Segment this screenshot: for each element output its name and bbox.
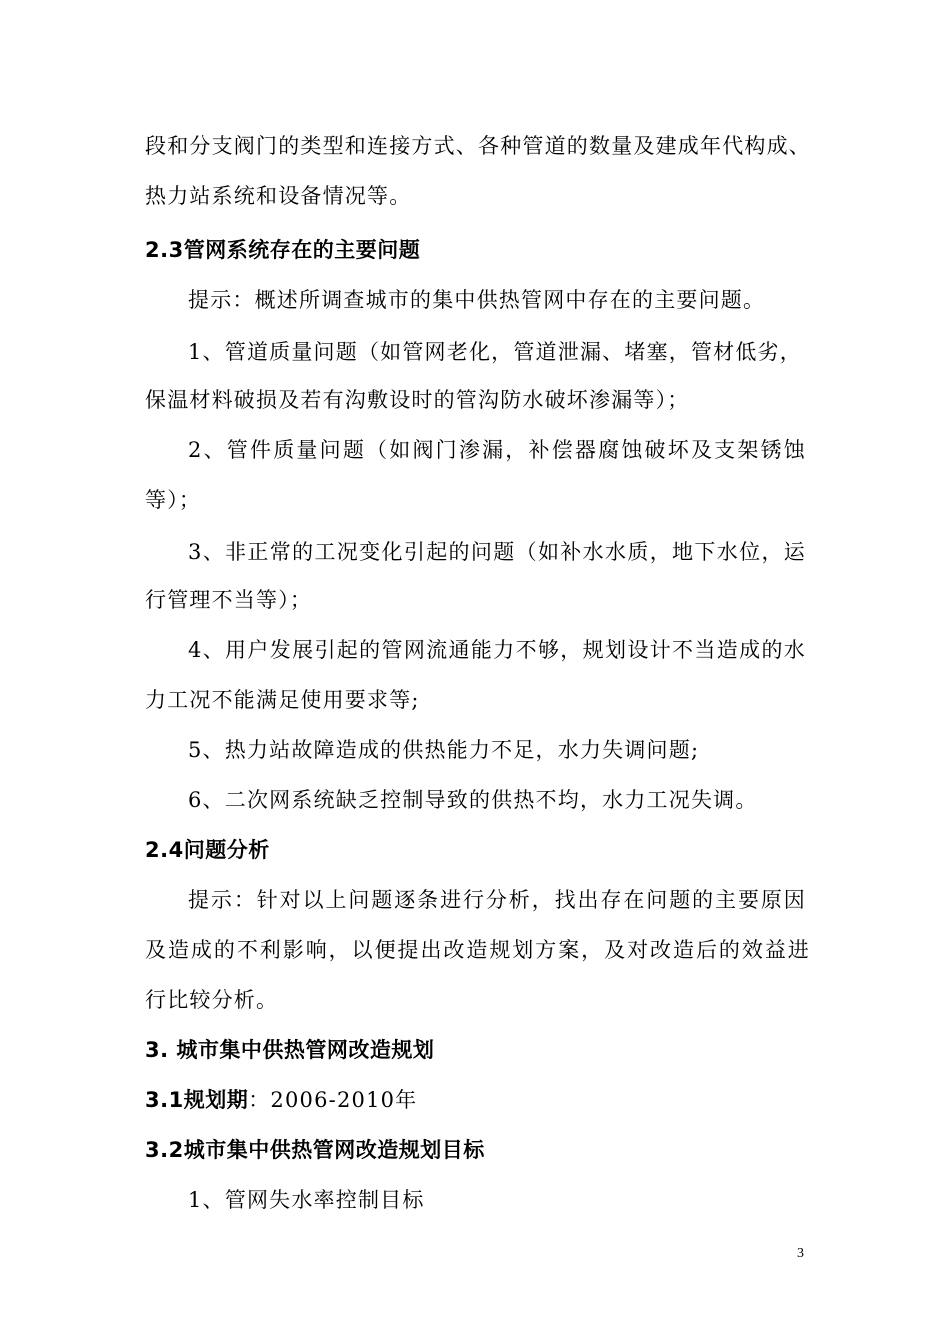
list-item-3-line-2: 行管理不当等）；	[145, 588, 313, 612]
section-heading-2-3: 2.3管网系统存在的主要问题	[145, 238, 421, 262]
list-item-2-line-1: 2、管件质量问题（如阀门渗漏，补偿器腐蚀破坏及支架锈蚀	[188, 438, 806, 462]
list-item-5: 5、热力站故障造成的供热能力不足，水力失调问题;	[188, 738, 700, 762]
hint-paragraph-line-1: 提示：针对以上问题逐条进行分析，找出存在问题的主要原因	[188, 888, 806, 912]
hint-paragraph-line-2: 及造成的不利影响，以便提出改造规划方案，及对改造后的效益进	[145, 938, 810, 962]
planning-period-value: ：2006-2010年	[248, 1088, 418, 1112]
section-heading-2-4: 2.4问题分析	[145, 838, 270, 862]
section-heading-3: 3. 城市集中供热管网改造规划	[145, 1038, 435, 1062]
planning-period	[145, 1086, 810, 1114]
page-number: 3	[797, 1246, 804, 1261]
target-item-1: 1、管网失水率控制目标	[188, 1188, 425, 1212]
list-item-3-line-1: 3、非正常的工况变化引起的问题（如补水水质，地下水位，运	[188, 540, 806, 564]
hint-paragraph-line-3: 行比较分析。	[145, 988, 279, 1012]
list-item-4-line-1: 4、用户发展引起的管网流通能力不够，规划设计不当造成的水	[188, 638, 806, 662]
paragraph-line: 段和分支阀门的类型和连接方式、各种管道的数量及建成年代构成、	[145, 134, 811, 158]
list-item-6: 6、二次网系统缺乏控制导致的供热不均，水力工况失调。	[188, 788, 758, 812]
section-heading-3-2: 3.2城市集中供热管网改造规划目标	[145, 1138, 485, 1162]
list-item-1-line-1: 1、管道质量问题（如管网老化，管道泄漏、堵塞，管材低劣，	[188, 340, 802, 364]
planning-period-label: 3.1规划期	[145, 1088, 249, 1112]
list-item-1-line-2: 保温材料破损及若有沟敷设时的管沟防水破坏渗漏等）；	[145, 388, 690, 412]
list-item-2-line-2: 等）；	[145, 488, 202, 512]
hint-paragraph: 提示：概述所调查城市的集中供热管网中存在的主要问题。	[188, 288, 766, 312]
list-item-4-line-2: 力工况不能满足使用要求等;	[145, 688, 420, 712]
paragraph-line: 热力站系统和设备情况等。	[145, 184, 412, 208]
